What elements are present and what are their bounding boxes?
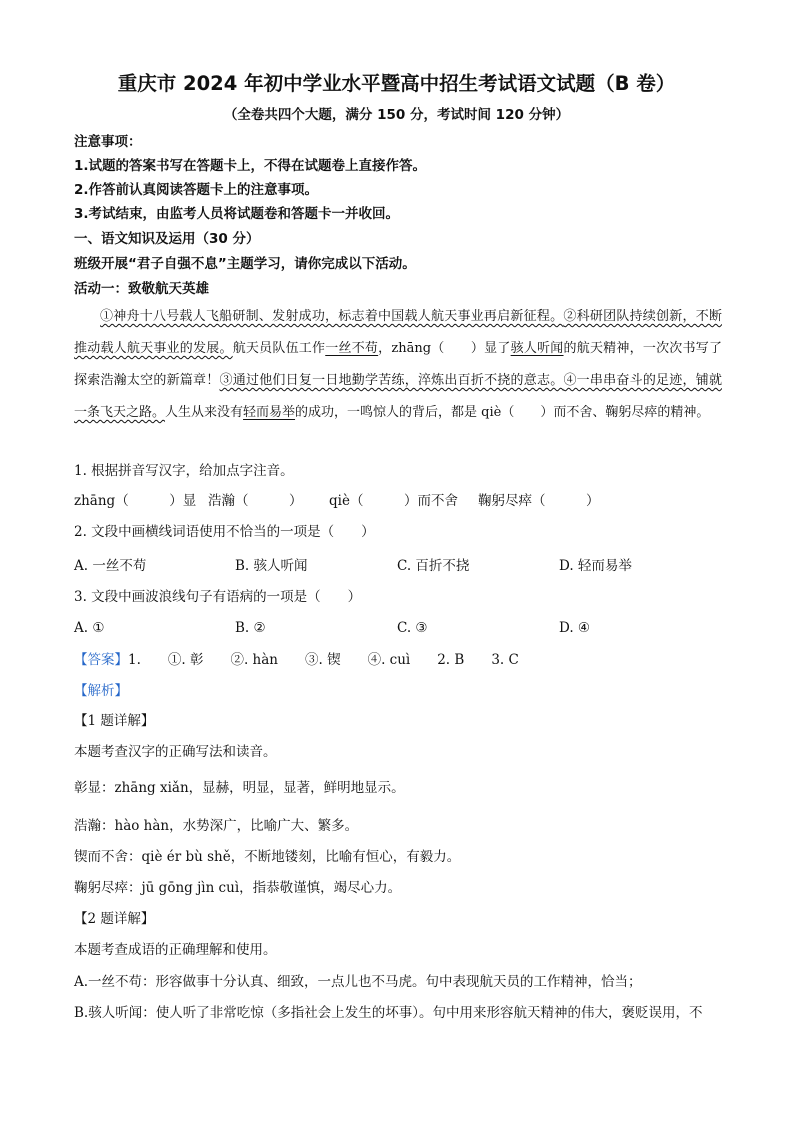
detail-line: A.一丝不苟：形容做事十分认真、细致，一点儿也不马虎。句中表现航天员的工作精神，恰当； [74,974,642,990]
theme-intro: 班级开展“君子自强不息”主题学习，请你完成以下活动。 [74,256,416,272]
wavy-sentence-1: ①神舟十八号载人飞船研制、发射成功，标志着中国载人航天事业再启新征程。 [100,309,564,324]
section-heading: 一、语文知识及运用（30 分） [74,231,260,247]
wavy-sentence-2: ②科研团队持续创新，不断推动载人航天事业的发展。 [74,309,722,356]
notice-item: 2.作答前认真阅读答题卡上的注意事项。 [74,182,319,198]
option-d: D. 轻而易举 [559,558,632,574]
question-2-stem: 2. 文段中画横线词语使用不恰当的一项是（ ） [74,524,375,540]
option-c: C. ③ [397,620,428,636]
detail-line: 本题考查成语的正确理解和使用。 [74,942,277,958]
activity-heading: 活动一：致敬航天英雄 [74,281,209,297]
detail-2-heading: 【2 题详解】 [74,911,155,927]
detail-1-heading: 【1 题详解】 [74,713,155,729]
notice-heading: 注意事项： [74,134,142,150]
notice-item: 1.试题的答案书写在答题卡上，不得在试题卷上直接作答。 [74,158,427,174]
passage-text: 的成功，一鸣惊人的背后，都是 qiè（ ）而不舍、鞠躬尽瘁的精神。 [295,405,710,420]
detail-line: 彰显：zhāng xiǎn，显赫，明显，显著，鲜明地显示。 [74,780,405,796]
answer-text: 1. ①. 彰 ②. hàn ③. 锲 ④. cuì 2. B 3. C [128,652,519,668]
passage-text: 人生从来没有 [165,405,244,420]
detail-line: 浩瀚：hào hàn，水势深广，比喻广大、繁多。 [74,818,359,834]
notice-item: 3.考试结束，由监考人员将试题卷和答题卡一并收回。 [74,206,400,222]
wavy-sentence-4: ④一串串奋斗的足迹，铺就一条飞天之路。 [74,373,722,420]
detail-line: B.骇人听闻：使人听了非常吃惊（多指社会上发生的坏事）。句中用来形容航天精神的伟大，褒贬误用，不 [74,1005,703,1021]
option-d: D. ④ [559,620,591,636]
underlined-idiom-1: 一丝不苟 [325,341,379,356]
passage-text: ，zhāng（ ）显了 [378,341,511,356]
question-3-stem: 3. 文段中画波浪线句子有语病的一项是（ ） [74,589,362,605]
blank-3: qiè（ ）而不舍 [329,493,458,509]
detail-line: 锲而不舍：qiè ér bù shě，不断地镂刻，比喻有恒心，有毅力。 [74,849,461,865]
passage-text: 航天员队伍工作 [232,341,326,356]
page-title: 重庆市 2024 年初中学业水平暨高中招生考试语文试题（B 卷） [117,72,676,95]
option-a: A. 一丝不苟 [74,558,147,574]
page-subtitle: （全卷共四个大题，满分 150 分，考试时间 120 分钟） [223,107,570,123]
reading-passage [74,301,722,429]
detail-line: 鞠躬尽瘁：jū gōng jìn cuì，指恭敬谨慎，竭尽心力。 [74,880,402,896]
analysis-label: 【解析】 [74,683,128,699]
option-c: C. 百折不挠 [397,558,470,574]
blank-4: 鞠躬尽瘁（ ） [478,493,600,509]
wavy-sentence-3: ③通过他们日复一日地勤学苦练，淬炼出百折不挠的意志。 [219,373,564,388]
detail-line: 本题考查汉字的正确写法和读音。 [74,744,277,760]
answer-line [74,650,733,670]
passage-text: 的航天精神，一次次书写了探索浩瀚太空的新篇章！ [74,341,722,388]
option-a: A. ① [74,620,105,636]
option-b: B. 骇人听闻 [235,558,308,574]
blank-1: zhāng（ ）显 [74,493,197,509]
underlined-idiom-2: 骇人听闻 [510,341,564,356]
blank-2: 浩瀚（ ） [208,493,303,509]
underlined-idiom-3: 轻而易举 [243,405,296,420]
answer-label: 【答案】 [74,652,128,668]
question-1-stem: 1. 根据拼音写汉字，给加点字注音。 [74,463,294,479]
option-b: B. ② [235,620,266,636]
